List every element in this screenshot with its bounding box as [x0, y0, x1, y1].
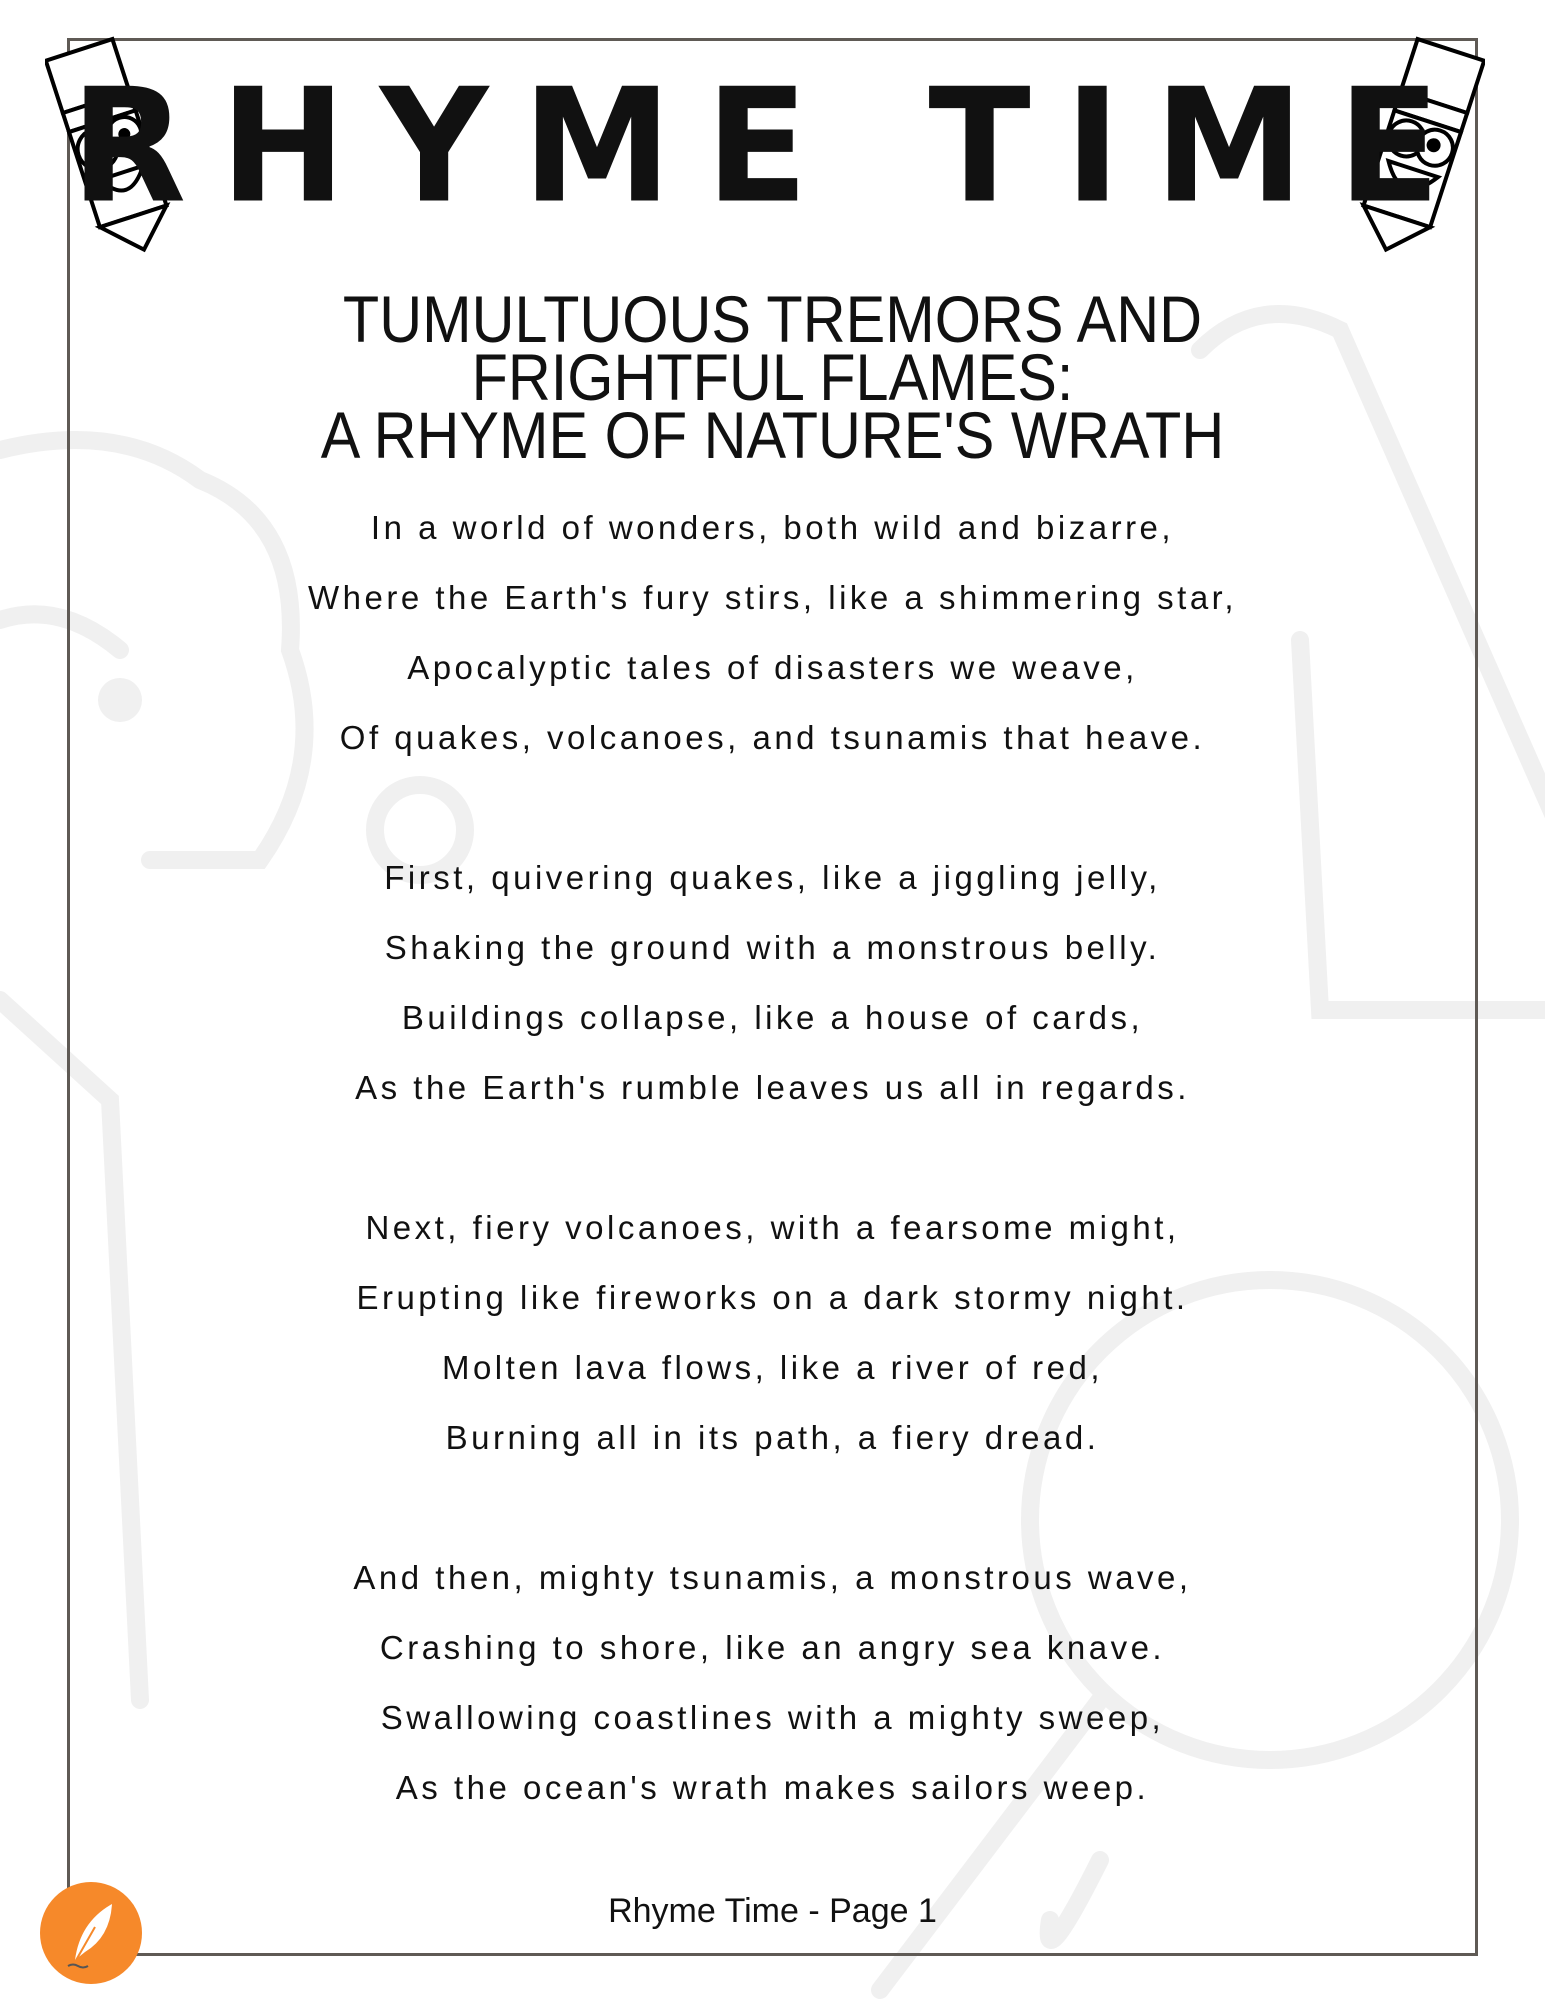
poem-line: In a world of wonders, both wild and bizarre, [370, 509, 1175, 546]
poem-title [0, 282, 1545, 472]
poem-line: Burning all in its path, a fiery dread. [445, 1419, 1100, 1456]
poem-line: Swallowing coastlines with a mighty sweep, [380, 1699, 1165, 1736]
poem-line: Crashing to shore, like an angry sea knave. [379, 1629, 1166, 1666]
poem-title-line: A RHYME OF NATURE'S WRATH [320, 398, 1225, 472]
poem-line: Where the Earth's fury stirs, like a shimmering star, [307, 579, 1238, 616]
poem-line: Molten lava flows, like a river of red, [441, 1349, 1104, 1386]
poem-body [0, 505, 1545, 1905]
poem-line: Shaking the ground with a monstrous belly. [384, 929, 1161, 966]
poem-line: As the Earth's rumble leaves us all in regards. [355, 1069, 1190, 1106]
page-footer: Rhyme Time - Page 1 [608, 1892, 937, 1930]
poem-line: First, quivering quakes, like a jiggling jelly, [384, 859, 1161, 896]
poem-line: Erupting like fireworks on a dark stormy night. [356, 1279, 1189, 1316]
poem-line: And then, mighty tsunamis, a monstrous wave, [353, 1559, 1192, 1596]
poem-line: As the ocean's wrath makes sailors weep. [395, 1769, 1150, 1806]
poem-title-line: TUMULTUOUS TREMORS AND [342, 282, 1203, 356]
poem-line: Next, fiery volcanoes, with a fearsome might, [365, 1209, 1180, 1246]
poem-line: Apocalyptic tales of disasters we weave, [407, 649, 1138, 686]
poem-line: Buildings collapse, like a house of cards, [401, 999, 1144, 1036]
stanza [0, 1205, 1545, 1485]
feather-logo-icon [40, 1882, 142, 1984]
stanza [0, 505, 1545, 785]
stanza [0, 1555, 1545, 1835]
poem-line: Of quakes, volcanoes, and tsunamis that heave. [339, 719, 1206, 756]
poem-title-line: FRIGHTFUL FLAMES: [471, 340, 1074, 414]
page-title: RHYME TIME [70, 55, 1475, 239]
stanza [0, 855, 1545, 1135]
